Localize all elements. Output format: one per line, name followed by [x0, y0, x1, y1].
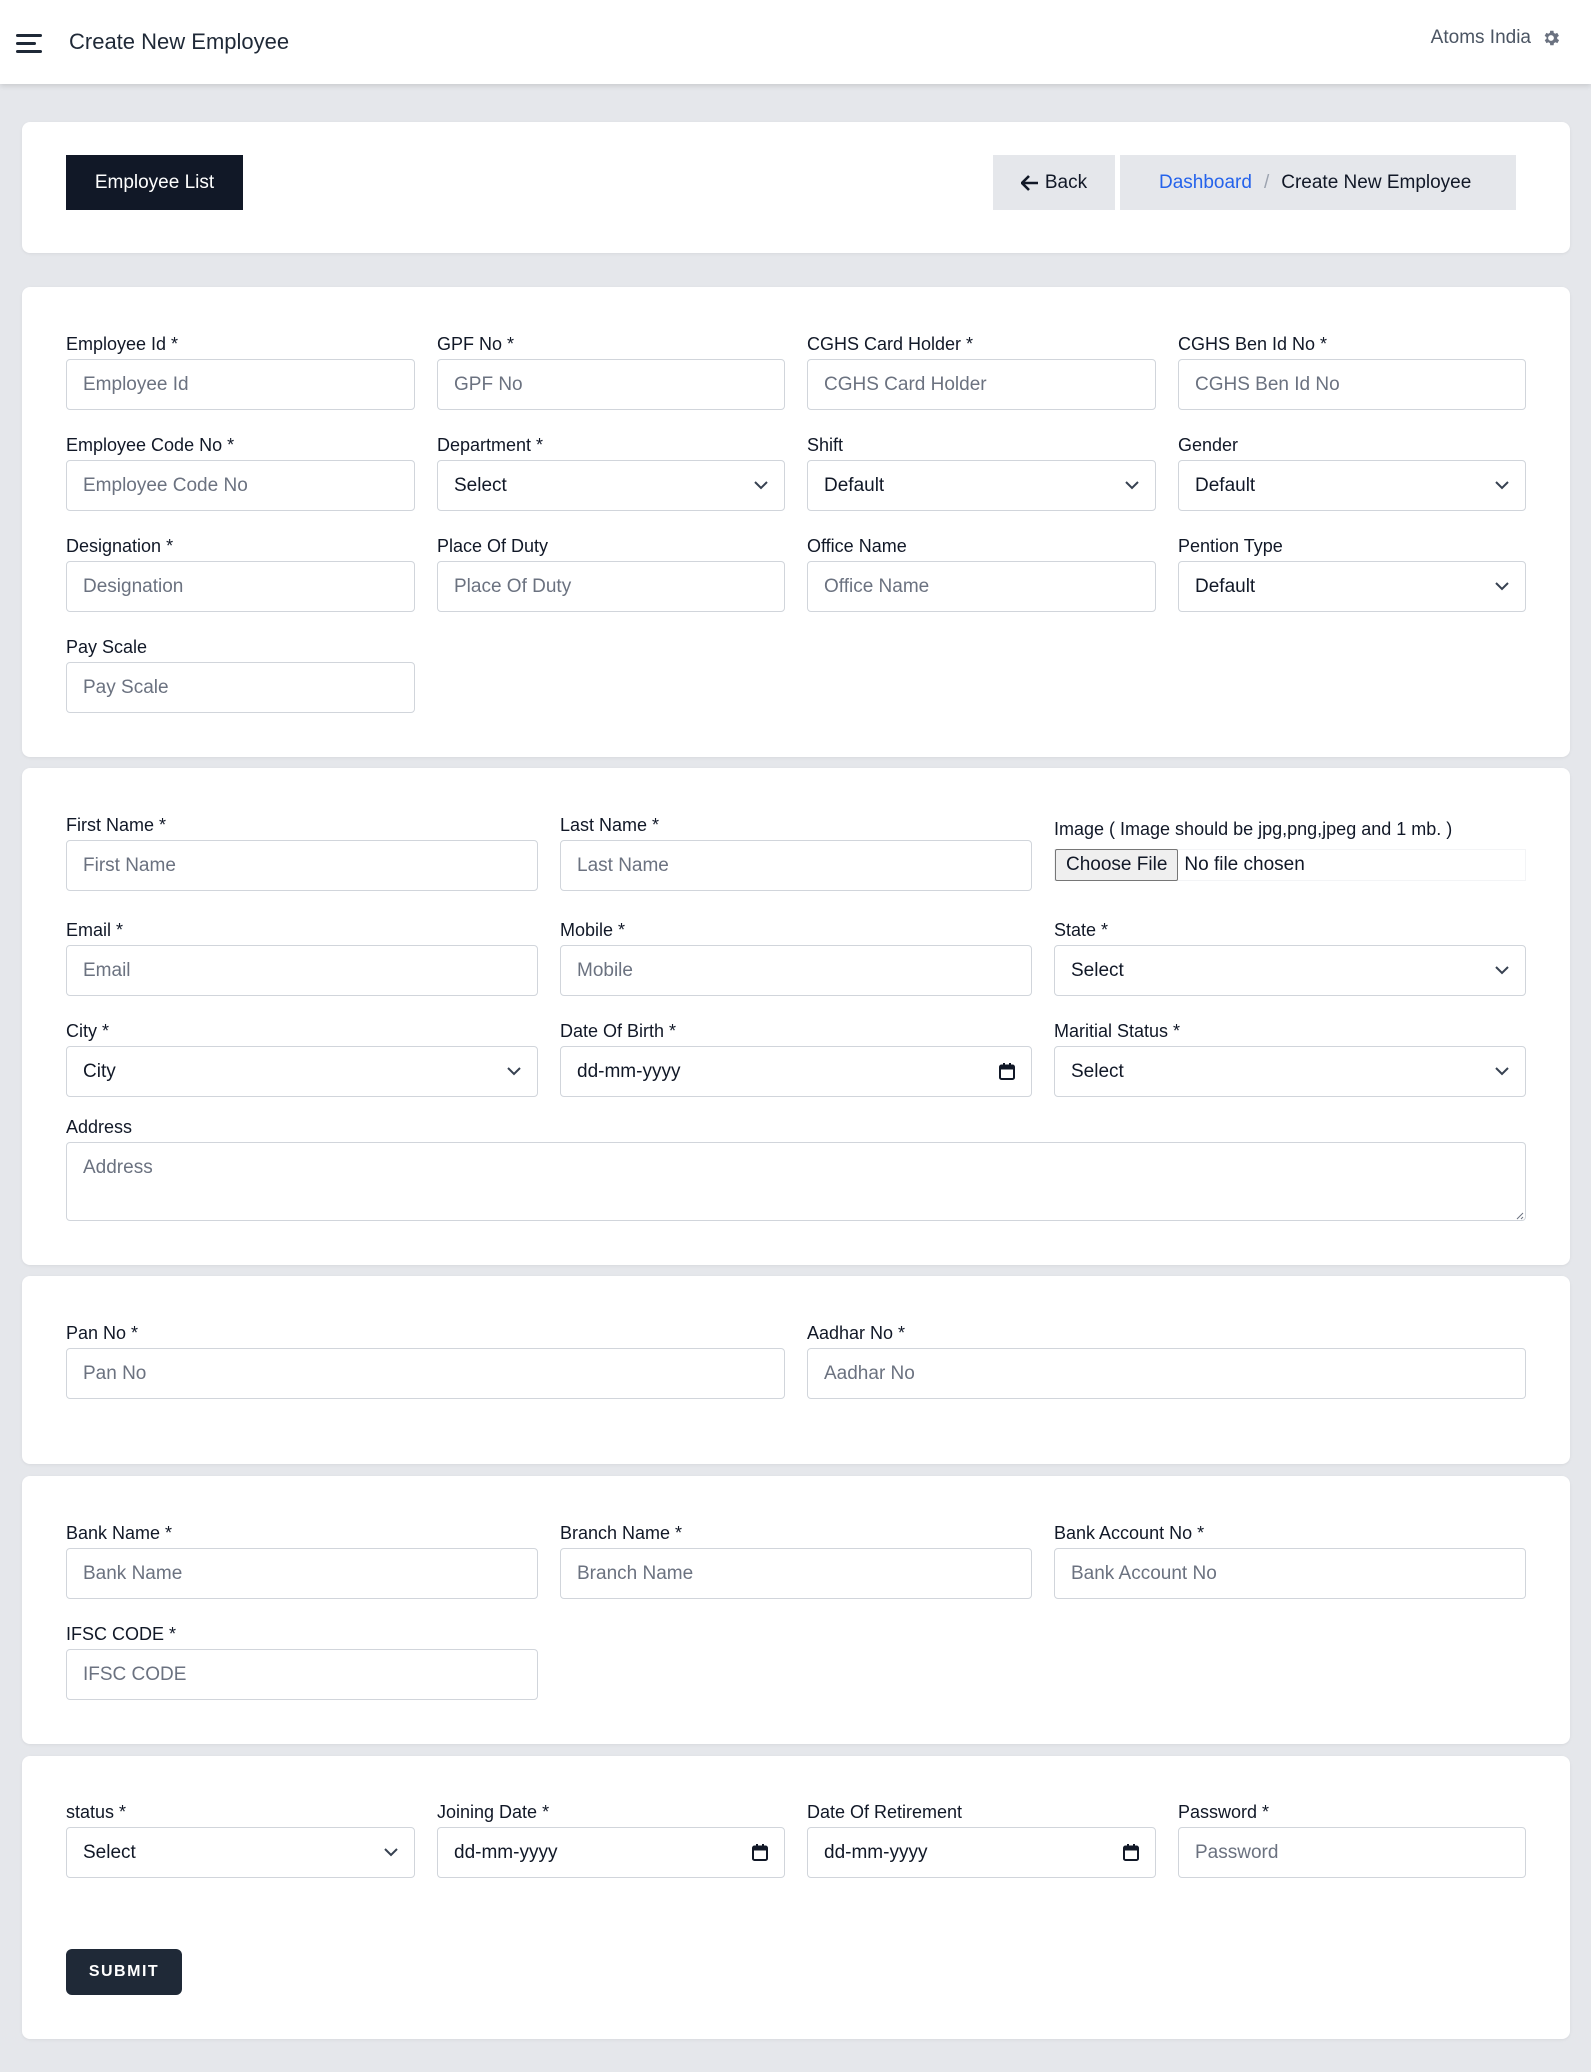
back-button[interactable] [993, 155, 1115, 210]
date-of-retirement-input[interactable] [807, 1827, 1156, 1878]
chevron-down-icon [1495, 1067, 1509, 1076]
city-label: City * [66, 1021, 110, 1041]
mobile-input[interactable] [560, 945, 1032, 996]
mobile-label: Mobile * [560, 920, 626, 940]
cghs-ben-id-field [1178, 332, 1526, 356]
ifsc-code-label: IFSC CODE * [66, 1624, 177, 1644]
account-details-card [22, 1756, 1570, 2039]
address-field [66, 1115, 1526, 1139]
status-label: status * [66, 1802, 127, 1822]
aadhar-no-label: Aadhar No * [807, 1323, 906, 1343]
place-of-duty-field [437, 534, 785, 558]
pay-scale-field [66, 635, 415, 659]
designation-input[interactable] [66, 561, 415, 612]
mobile-field [560, 918, 1032, 942]
city-value: City [83, 1060, 116, 1082]
email-label: Email * [66, 920, 124, 940]
pan-no-label: Pan No * [66, 1323, 139, 1343]
chevron-down-icon [384, 1848, 398, 1857]
employee-id-field [66, 332, 415, 356]
branch-name-label: Branch Name * [560, 1523, 683, 1543]
arrow-left-icon [1021, 175, 1039, 191]
cghs-card-holder-input[interactable] [807, 359, 1156, 410]
back-label: Back [1044, 171, 1088, 193]
maritial-status-value: Select [1071, 1060, 1124, 1082]
date-of-retirement-value: dd-mm-yyyy [824, 1841, 928, 1863]
joining-date-label: Joining Date * [437, 1802, 550, 1822]
pention-type-label: Pention Type [1178, 536, 1283, 556]
pan-no-input[interactable] [66, 1348, 785, 1399]
bank-account-no-field [1054, 1521, 1526, 1545]
state-value: Select [1071, 959, 1124, 981]
last-name-field [560, 813, 1032, 837]
date-of-birth-value: dd-mm-yyyy [577, 1060, 681, 1082]
city-select[interactable] [66, 1046, 538, 1097]
employee-id-label: Employee Id * [66, 334, 179, 354]
place-of-duty-input[interactable] [437, 561, 785, 612]
aadhar-no-field [807, 1321, 1526, 1345]
chevron-down-icon [754, 481, 768, 490]
shift-field [807, 433, 1156, 496]
date-of-birth-field [560, 1019, 1032, 1082]
bank-name-label: Bank Name * [66, 1523, 173, 1543]
branch-name-input[interactable] [560, 1548, 1032, 1599]
bank-account-no-input[interactable] [1054, 1548, 1526, 1599]
ifsc-code-field [66, 1622, 538, 1646]
department-field [437, 433, 785, 496]
department-label: Department * [437, 435, 544, 455]
department-value: Select [454, 474, 507, 496]
breadcrumb-separator: / [1263, 171, 1270, 193]
gender-field [1178, 433, 1526, 496]
city-field [66, 1019, 538, 1082]
shift-label: Shift [807, 435, 844, 455]
chevron-down-icon [1495, 481, 1509, 490]
chevron-down-icon [1495, 966, 1509, 975]
menu-icon[interactable] [16, 34, 42, 56]
chevron-down-icon [507, 1067, 521, 1076]
branch-name-field [560, 1521, 1032, 1545]
cghs-ben-id-label: CGHS Ben Id No * [1178, 334, 1328, 354]
pention-type-value: Default [1195, 575, 1256, 597]
employee-code-input[interactable] [66, 460, 415, 511]
bank-details-card [22, 1476, 1570, 1744]
shift-select[interactable] [807, 460, 1156, 511]
email-field [66, 918, 538, 942]
file-status: No file chosen [1184, 854, 1305, 875]
ifsc-code-input[interactable] [66, 1649, 538, 1700]
bank-account-no-label: Bank Account No * [1054, 1523, 1205, 1543]
state-label: State * [1054, 920, 1109, 940]
chevron-down-icon [1125, 481, 1139, 490]
status-field [66, 1800, 415, 1863]
first-name-field [66, 813, 538, 837]
date-of-retirement-field [807, 1800, 1156, 1863]
employee-code-field [66, 433, 415, 457]
gpf-no-label: GPF No * [437, 334, 515, 354]
gpf-no-field [437, 332, 785, 356]
aadhar-no-input[interactable] [807, 1348, 1526, 1399]
cghs-ben-id-input[interactable] [1178, 359, 1526, 410]
image-label: Image ( Image should be jpg,png,jpeg and 1 mb. ) [1054, 819, 1453, 839]
department-select[interactable] [437, 460, 785, 511]
joining-date-input[interactable] [437, 1827, 785, 1878]
date-of-retirement-label: Date Of Retirement [807, 1802, 963, 1822]
page-title: Create New Employee [69, 29, 290, 54]
address-input[interactable] [66, 1142, 1526, 1221]
chevron-down-icon [1495, 582, 1509, 591]
bank-name-field [66, 1521, 538, 1545]
maritial-status-select[interactable] [1054, 1046, 1526, 1097]
date-of-birth-label: Date Of Birth * [560, 1021, 677, 1041]
bank-name-input[interactable] [66, 1548, 538, 1599]
choose-file-button[interactable]: Choose File [1055, 849, 1178, 881]
first-name-label: First Name * [66, 815, 167, 835]
date-of-birth-input[interactable] [560, 1046, 1032, 1097]
first-name-input[interactable] [66, 840, 538, 891]
maritial-status-label: Maritial Status * [1054, 1021, 1181, 1041]
pay-scale-input[interactable] [66, 662, 415, 713]
user-name: Atoms India [1430, 27, 1531, 48]
cghs-card-holder-label: CGHS Card Holder * [807, 334, 974, 354]
password-field [1178, 1800, 1526, 1824]
pention-type-field [1178, 534, 1526, 597]
gender-select[interactable] [1178, 460, 1526, 511]
gender-value: Default [1195, 474, 1256, 496]
user-menu[interactable] [1431, 27, 1561, 49]
pention-type-select[interactable] [1178, 561, 1526, 612]
joining-date-value: dd-mm-yyyy [454, 1841, 558, 1863]
employee-id-input[interactable] [66, 359, 415, 410]
status-value: Select [83, 1841, 136, 1863]
gpf-no-input[interactable] [437, 359, 785, 410]
top-bar [0, 0, 1591, 84]
calendar-icon[interactable] [999, 1063, 1015, 1080]
pan-no-field [66, 1321, 785, 1345]
calendar-icon[interactable] [752, 1844, 768, 1861]
office-name-field [807, 534, 1156, 558]
address-label: Address [66, 1117, 133, 1137]
office-name-label: Office Name [807, 536, 907, 556]
resize-grip-icon[interactable] [1514, 1210, 1524, 1220]
password-label: Password * [1178, 1802, 1270, 1822]
employee-code-label: Employee Code No * [66, 435, 235, 455]
designation-label: Designation * [66, 536, 174, 556]
breadcrumb-dashboard-link[interactable]: Dashboard [1159, 171, 1252, 193]
gender-label: Gender [1178, 435, 1239, 455]
maritial-status-field [1054, 1019, 1526, 1082]
cghs-card-holder-field [807, 332, 1156, 356]
last-name-input[interactable] [560, 840, 1032, 891]
submit-button[interactable]: SUBMIT [66, 1949, 182, 1995]
last-name-label: Last Name * [560, 815, 660, 835]
employee-list-button[interactable]: Employee List [66, 155, 243, 210]
status-select[interactable] [66, 1827, 415, 1878]
pay-scale-label: Pay Scale [66, 637, 148, 657]
office-name-input[interactable] [807, 561, 1156, 612]
breadcrumb [1120, 155, 1516, 210]
calendar-icon[interactable] [1123, 1844, 1139, 1861]
password-input[interactable] [1178, 1827, 1526, 1878]
shift-value: Default [824, 474, 885, 496]
gear-icon[interactable] [1541, 28, 1561, 48]
state-select[interactable] [1054, 945, 1526, 996]
designation-field [66, 534, 415, 558]
breadcrumb-current: Create New Employee [1281, 171, 1472, 193]
place-of-duty-label: Place Of Duty [437, 536, 549, 556]
state-field [1054, 918, 1526, 981]
email-input[interactable] [66, 945, 538, 996]
joining-date-field [437, 1800, 785, 1863]
image-file-input[interactable] [1054, 849, 1526, 881]
image-field [1054, 817, 1526, 875]
